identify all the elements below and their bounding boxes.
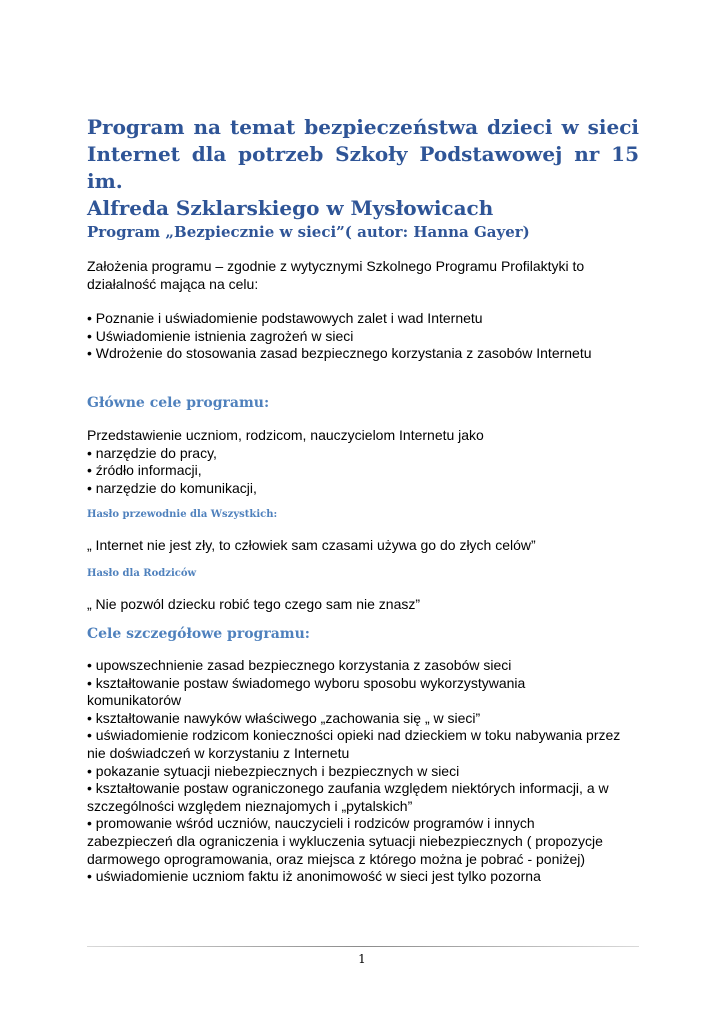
list-item: • źródło informacji, [87, 462, 202, 479]
detailed-goals-list [87, 657, 639, 886]
list-item: • Uświadomienie istnienia zagrożeń w sieci [87, 327, 354, 344]
list-item: • Poznanie i uświadomienie podstawowych zalet i wad Internetu [87, 310, 483, 326]
detailed-goals-heading: Cele szczegółowe programu: [87, 626, 310, 642]
motto-parents-heading: Hasło dla Rodziców [87, 568, 197, 579]
list-item: komunikatorów [87, 692, 182, 709]
main-goals-heading: Główne cele programu: [87, 395, 270, 411]
text-line: działalność mająca na celu: [87, 275, 259, 292]
text-line: Przedstawienie uczniom, rodzicom, nauczycielom Internetu jako [87, 427, 484, 443]
list-item: • kształtowanie postaw ograniczonego zaufania względem niektórych informacji, a w [87, 780, 609, 797]
list-item: • promowanie wśród uczniów, nauczycieli i rodziców programów i innych [87, 815, 535, 832]
list-item: • kształtowanie nawyków właściwego „zachowania się „ w sieci” [87, 709, 481, 726]
intro-bullet-list [87, 310, 639, 363]
list-item: • Wdrożenie do stosowania zasad bezpiecznego korzystania z zasobów Internetu [87, 345, 592, 362]
main-goals-list [87, 427, 639, 497]
list-item: nie doświadczeń w korzystaniu z Internetu [87, 744, 350, 761]
list-item: szczególności względem nieznajomych i „pytalskich” [87, 797, 413, 814]
list-item: • upowszechnienie zasad bezpiecznego korzystania z zasobów sieci [87, 657, 512, 673]
motto-parents-text [87, 596, 639, 614]
list-item: • uświadomienie uczniom faktu iż anonimowość w sieci jest tylko pozorna [87, 868, 541, 885]
intro-paragraph [87, 258, 639, 293]
text-line: Założenia programu – zgodnie z wytycznymi Szkolnego Programu Profilaktyki to [87, 258, 585, 274]
list-item: • uświadomienie rodzicom konieczności opieki nad dzieckiem w toku nabywania przez [87, 727, 621, 744]
program-heading: Program „Bezpiecznie w sieci”( autor: Hanna Gayer) [87, 223, 530, 241]
list-item: • narzędzie do komunikacji, [87, 479, 257, 496]
title-line: Program na temat bezpieczeństwa dzieci w sieci [87, 115, 639, 139]
text-line: „ Internet nie jest zły, to człowiek sam czasami używa go do złych celów” [87, 537, 536, 553]
list-item: • pokazanie sytuacji niebezpiecznych i bezpiecznych w sieci [87, 762, 460, 779]
footer-divider [87, 946, 639, 947]
motto-all-heading: Hasło przewodnie dla Wszystkich: [87, 509, 278, 520]
list-item: zabezpieczeń dla ograniczenia i wykluczenia sytuacji niebezpiecznych ( propozycje [87, 832, 603, 849]
document-title [87, 114, 639, 222]
title-line: Internet dla potrzeb Szkoły Podstawowej nr 15 im. [87, 142, 639, 193]
list-item: darmowego oprogramowania, oraz miejsca z którego można je pobrać - poniżej) [87, 850, 586, 867]
text-line: „ Nie pozwól dziecku robić tego czego sam nie znasz” [87, 596, 421, 612]
page-number: 1 [358, 952, 366, 966]
list-item: • narzędzie do pracy, [87, 444, 217, 461]
motto-all-text [87, 537, 639, 555]
title-line: Alfreda Szklarskiego w Mysłowicach [87, 196, 494, 220]
list-item: • kształtowanie postaw świadomego wyboru sposobu wykorzystywania [87, 674, 526, 691]
